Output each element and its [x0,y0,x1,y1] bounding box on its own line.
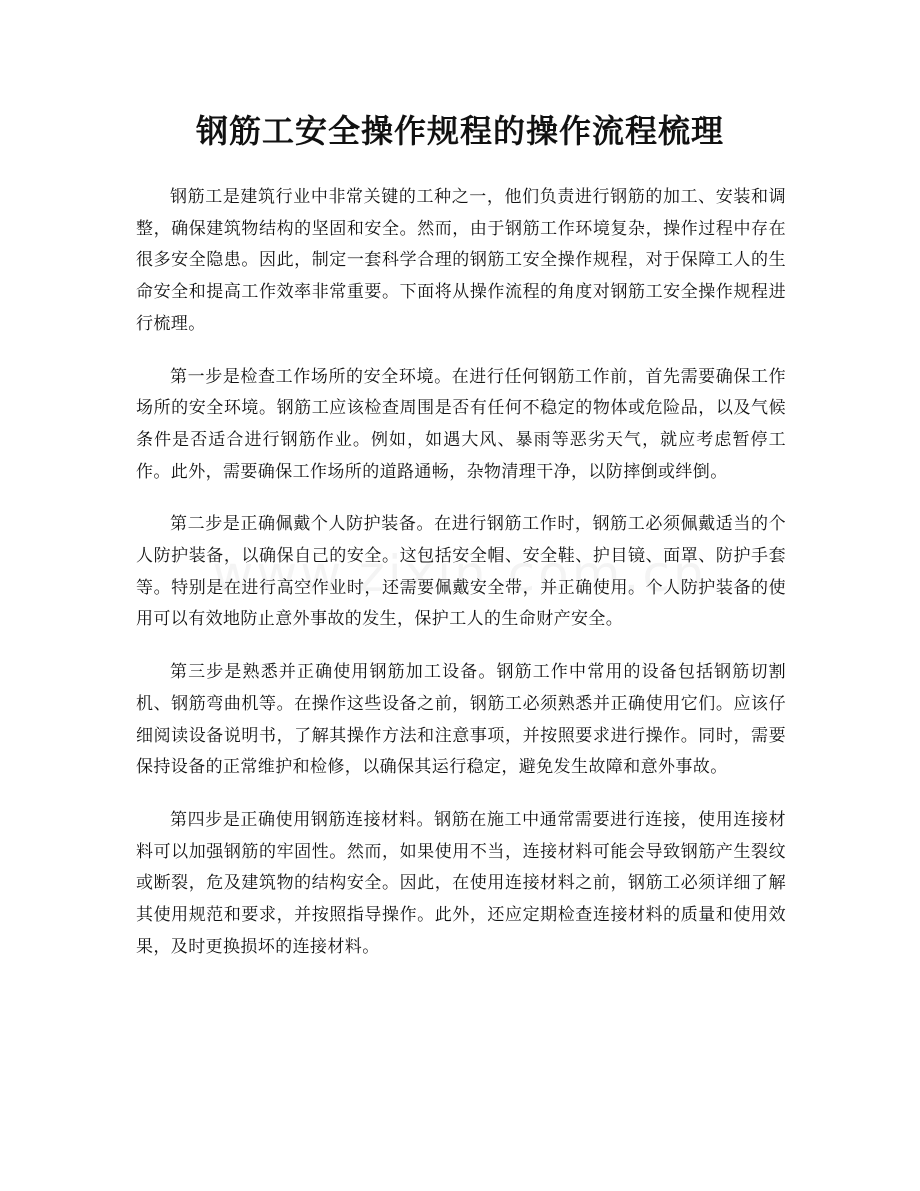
paragraph-step-4: 第四步是正确使用钢筋连接材料。钢筋在施工中通常需要进行连接，使用连接材料可以加强钢筋的牢固性。然而，如果使用不当，连接材料可能会导致钢筋产生裂纹或断裂，危及建筑物的结构安全。因此，在使用连接材料之前，钢筋工必须详细了解其使用规范和要求，并按照指导操作。此外，还应定期检查连接材料的质量和使用效果，及时更换损坏的连接材料。 [136,809,786,957]
paragraph-step-3: 第三步是熟悉并正确使用钢筋加工设备。钢筋工作中常用的设备包括钢筋切割机、钢筋弯曲机等。在操作这些设备之前，钢筋工必须熟悉并正确使用它们。应该仔细阅读设备说明书，了解其操作方法和注意事项，并按照要求进行操作。同时，需要保持设备的正常维护和检修，以确保其运行稳定，避免发生故障和意外事故。 [136,662,786,778]
document-body [136,182,786,984]
paragraph-step-1: 第一步是检查工作场所的安全环境。在进行任何钢筋工作前，首先需要确保工作场所的安全环境。钢筋工应该检查周围是否有任何不稳定的物体或危险品，以及气候条件是否适合进行钢筋作业。例如，如遇大风、暴雨等恶劣天气，就应考虑暂停工作。此外，需要确保工作场所的道路通畅，杂物清理干净，以防摔倒或绊倒。 [136,366,786,482]
paragraph-intro: 钢筋工是建筑行业中非常关键的工种之一，他们负责进行钢筋的加工、安装和调整，确保建筑物结构的坚固和安全。然而，由于钢筋工作环境复杂，操作过程中存在很多安全隐患。因此，制定一套科学合理的钢筋工安全操作规程，对于保障工人的生命安全和提高工作效率非常重要。下面将从操作流程的角度对钢筋工安全操作规程进行梳理。 [136,187,786,334]
paragraph-step-2: 第二步是正确佩戴个人防护装备。在进行钢筋工作时，钢筋工必须佩戴适当的个人防护装备，以确保自己的安全。这包括安全帽、安全鞋、护目镜、面罩、防护手套等。特别是在进行高空作业时，还需要佩戴安全带，并正确使用。个人防护装备的使用可以有效地防止意外事故的发生，保护工人的生命财产安全。 [136,514,786,630]
page-title: 钢筋工安全操作规程的操作流程梳理 [195,112,724,150]
